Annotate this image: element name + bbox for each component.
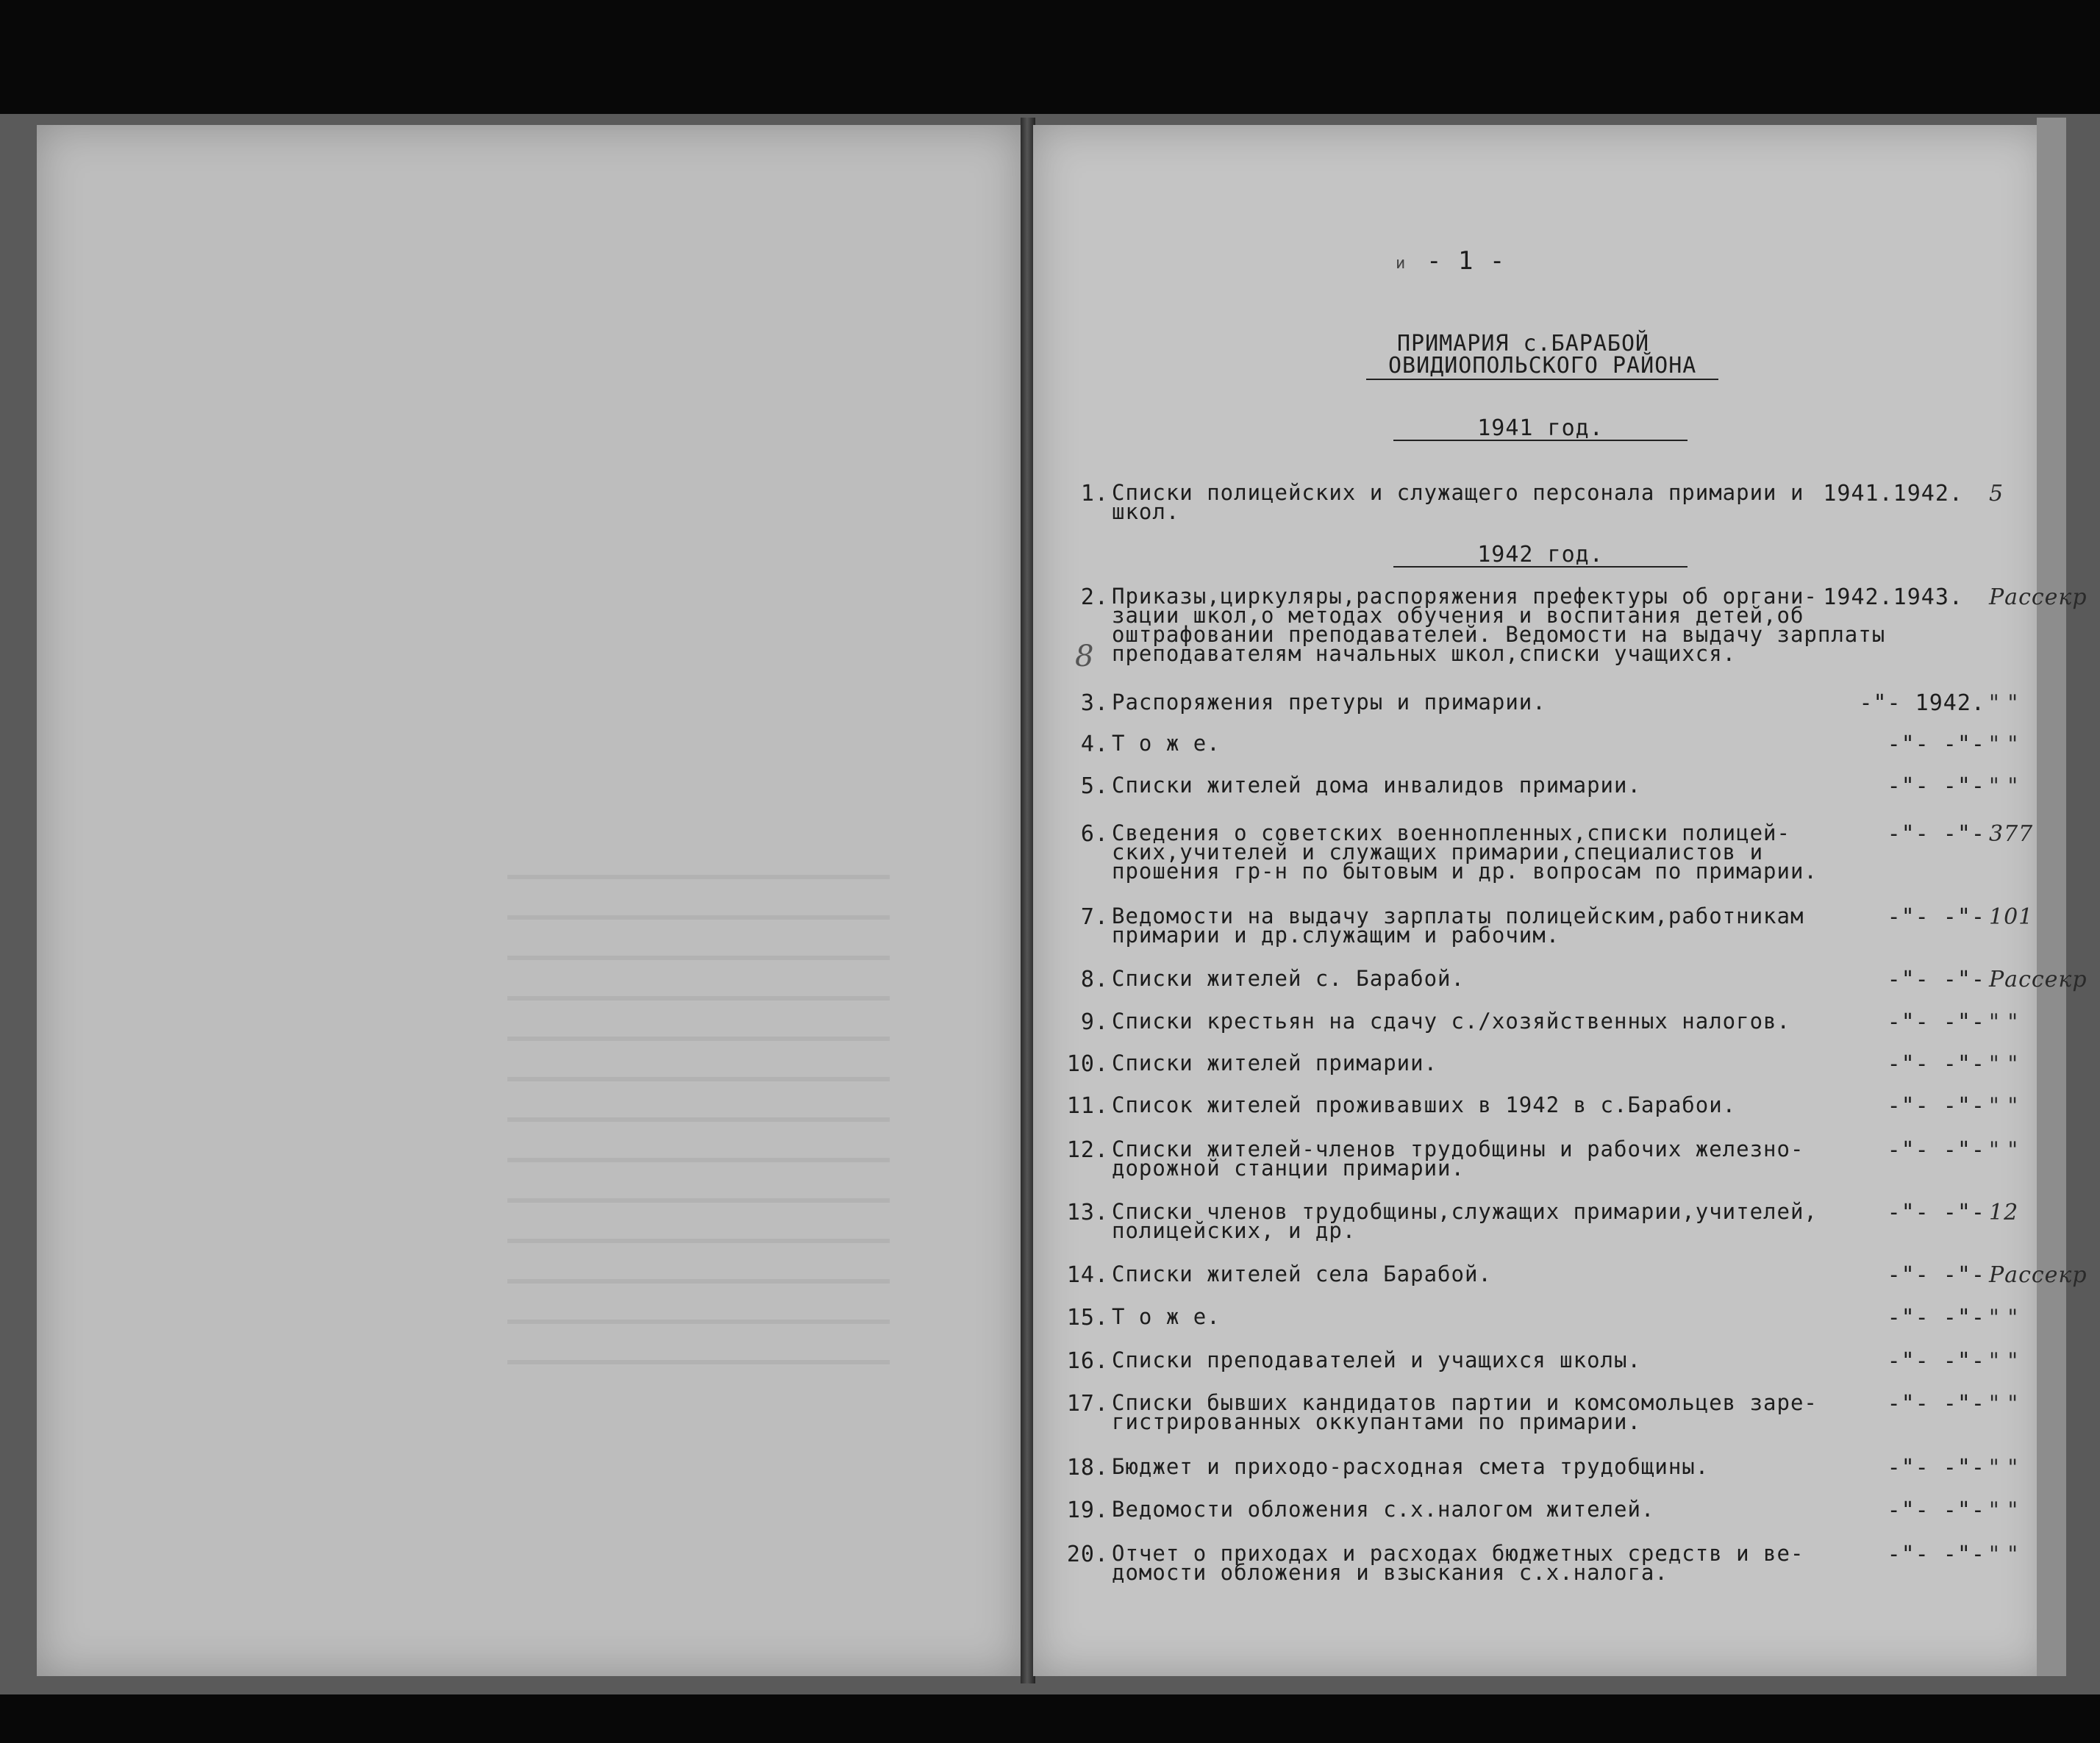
year-heading-1942: 1942 год. bbox=[1393, 544, 1688, 568]
item-description-line: Список жителей проживавших в 1942 в с.Барабои. bbox=[1112, 1092, 1737, 1117]
item-description-line: примарии и др.служащим и рабочим. bbox=[1112, 923, 1560, 948]
item-dates: -"- -"- bbox=[1887, 1305, 1985, 1331]
item-description-line: Сведения о советских военнопленных,списки полицей- bbox=[1112, 820, 1790, 845]
item-number: 15. bbox=[1066, 1305, 1109, 1331]
item-number: 18. bbox=[1066, 1455, 1109, 1481]
item-description bbox=[1112, 480, 1847, 524]
item-dates: -"- -"- bbox=[1887, 1051, 1985, 1077]
item-description-line: Списки жителей дома инвалидов примарии. bbox=[1112, 773, 1641, 798]
item-description-line: Списки полицейских и служащего персонала примарии и bbox=[1112, 480, 1804, 505]
item-dates: -"- -"- bbox=[1887, 1542, 1985, 1567]
item-handwritten-note: " " bbox=[1989, 1305, 2019, 1331]
item-description bbox=[1112, 820, 1847, 884]
item-description-line: зации школ,о методах обучения и воспитания детей,об bbox=[1112, 603, 1804, 628]
item-description bbox=[1112, 1497, 1847, 1522]
item-dates: -"- -"- bbox=[1887, 1262, 1985, 1288]
item-number: 3. bbox=[1080, 690, 1109, 716]
item-handwritten-note: " " bbox=[1989, 1391, 2019, 1417]
item-number: 20. bbox=[1066, 1542, 1109, 1567]
page-number: - 1 - bbox=[1426, 246, 1506, 276]
item-description bbox=[1112, 1261, 1847, 1286]
item-description bbox=[1112, 1053, 1847, 1073]
item-description bbox=[1112, 731, 1847, 756]
item-number: 2. bbox=[1080, 584, 1109, 610]
item-number: 7. bbox=[1080, 904, 1109, 930]
item-description-line: Списки жителей села Барабой. bbox=[1112, 1261, 1492, 1286]
item-description-line: оштрафовании преподавателей. Ведомости на выдачу зарплаты bbox=[1112, 622, 1886, 647]
item-number: 13. bbox=[1066, 1200, 1109, 1225]
item-handwritten-note: " " bbox=[1989, 1093, 2019, 1119]
item-description-line: Т о ж е. bbox=[1112, 1304, 1221, 1329]
item-handwritten-note: " " bbox=[1989, 1051, 2019, 1077]
item-description bbox=[1112, 1009, 1847, 1034]
item-handwritten-note: " " bbox=[1989, 731, 2019, 757]
item-description bbox=[1112, 1137, 1847, 1181]
item-handwritten-note: 101 bbox=[1989, 904, 2034, 930]
item-handwritten-note: " " bbox=[1989, 1497, 2019, 1523]
item-number: 5. bbox=[1080, 773, 1109, 799]
item-number: 1. bbox=[1080, 481, 1109, 507]
item-description bbox=[1112, 584, 1886, 666]
item-description-line: дорожной станции примарии. bbox=[1112, 1156, 1465, 1181]
item-dates: -"- -"- bbox=[1887, 1093, 1985, 1119]
item-description-line: Распоряжения претуры и примарии. bbox=[1112, 690, 1546, 715]
item-number: 11. bbox=[1066, 1093, 1109, 1119]
item-description bbox=[1112, 1454, 1847, 1479]
item-dates: -"- -"- bbox=[1887, 1348, 1985, 1374]
item-dates: -"- -"- bbox=[1887, 1497, 1985, 1523]
year-heading-1941: 1941 год. bbox=[1393, 418, 1688, 441]
item-handwritten-note: " " bbox=[1989, 690, 2019, 716]
item-handwritten-note: Рассекр bbox=[1989, 967, 2088, 992]
item-description-line: Списки жителей с. Барабой. bbox=[1112, 966, 1465, 991]
item-handwritten-note: " " bbox=[1989, 1348, 2019, 1374]
item-description bbox=[1112, 1304, 1847, 1329]
item-dates: -"- -"- bbox=[1887, 1009, 1985, 1035]
item-dates: -"- 1942. bbox=[1859, 690, 1985, 716]
item-description bbox=[1112, 1199, 1847, 1243]
item-description bbox=[1112, 1541, 1847, 1585]
item-dates: -"- -"- bbox=[1887, 773, 1985, 799]
item-dates: -"- -"- bbox=[1887, 1455, 1985, 1481]
folder-cover-edge bbox=[2037, 118, 2066, 1676]
item-description-line: Ведомости на выдачу зарплаты полицейским,работникам bbox=[1112, 903, 1804, 928]
item-dates: 1941.1942. bbox=[1823, 481, 1963, 507]
item-description-line: домости обложения и взыскания с.х.налога. bbox=[1112, 1560, 1668, 1585]
item-number: 10. bbox=[1066, 1051, 1109, 1077]
item-handwritten-note: " " bbox=[1989, 1455, 2019, 1481]
bleed-through-text bbox=[507, 875, 890, 1389]
item-number: 8. bbox=[1080, 967, 1109, 992]
item-description-line: Приказы,циркуляры,распоряжения префектуры об органи- bbox=[1112, 584, 1818, 609]
item-description-line: школ. bbox=[1112, 499, 1180, 524]
item-description bbox=[1112, 1390, 1847, 1434]
item-handwritten-note: Рассекр bbox=[1989, 1262, 2088, 1288]
document-title-line-1: ПРИМАРИЯ с.БАРАБОЙ bbox=[1397, 331, 1650, 357]
item-description-line: Бюджет и приходо-расходная смета трудобщины. bbox=[1112, 1454, 1710, 1479]
item-handwritten-note: Рассекр bbox=[1989, 584, 2088, 610]
item-handwritten-note: 377 bbox=[1989, 821, 2034, 847]
item-handwritten-note: " " bbox=[1989, 1137, 2019, 1163]
item-number: 6. bbox=[1080, 821, 1109, 847]
item-number: 12. bbox=[1066, 1137, 1109, 1163]
item-dates: 1942.1943. bbox=[1823, 584, 1963, 610]
item-number: 19. bbox=[1066, 1497, 1109, 1523]
item-description-line: Ведомости обложения с.х.налогом жителей. bbox=[1112, 1497, 1655, 1522]
item-number: 4. bbox=[1080, 731, 1109, 757]
item-description-line: Списки жителей примарии. bbox=[1112, 1051, 1438, 1075]
margin-pencil-note: 8 bbox=[1075, 640, 1094, 673]
item-number: 17. bbox=[1066, 1391, 1109, 1417]
item-description-line: Т о ж е. bbox=[1112, 731, 1221, 756]
item-description-line: Списки членов трудобщины,служащих примарии,учителей, bbox=[1112, 1199, 1818, 1224]
item-dates: -"- -"- bbox=[1887, 1391, 1985, 1417]
item-dates: -"- -"- bbox=[1887, 731, 1985, 757]
item-description-line: Отчет о приходах и расходах бюджетных средств и ве- bbox=[1112, 1541, 1804, 1566]
item-dates: -"- -"- bbox=[1887, 821, 1985, 847]
item-number: 16. bbox=[1066, 1348, 1109, 1374]
item-dates: -"- -"- bbox=[1887, 1200, 1985, 1225]
left-page-blank bbox=[37, 125, 1022, 1676]
item-dates: -"- -"- bbox=[1887, 1137, 1985, 1163]
item-description bbox=[1112, 1347, 1847, 1372]
document-title-line-2: ОВИДИОПОЛЬСКОГО РАЙОНА bbox=[1366, 355, 1718, 380]
item-dates: -"- -"- bbox=[1887, 967, 1985, 992]
item-handwritten-note: 12 bbox=[1989, 1200, 2019, 1225]
item-number: 9. bbox=[1080, 1009, 1109, 1035]
item-description-line: Списки бывших кандидатов партии и комсомольцев заре- bbox=[1112, 1390, 1818, 1415]
item-handwritten-note: " " bbox=[1989, 1009, 2019, 1035]
item-number: 14. bbox=[1066, 1262, 1109, 1288]
item-dates: -"- -"- bbox=[1887, 904, 1985, 930]
item-description bbox=[1112, 966, 1847, 991]
page-number-mark: и bbox=[1396, 254, 1407, 273]
item-description-line: преподавателям начальных школ,списки учащихся. bbox=[1112, 641, 1737, 666]
item-description-line: полицейских, и др. bbox=[1112, 1218, 1357, 1243]
item-description-line: ских,учителей и служащих примарии,специалистов и bbox=[1112, 840, 1764, 865]
item-handwritten-note: 5 bbox=[1989, 481, 2004, 507]
item-description-line: Списки крестьян на сдачу с./хозяйственных налогов. bbox=[1112, 1009, 1790, 1034]
item-description bbox=[1112, 773, 1847, 798]
item-description bbox=[1112, 690, 1847, 715]
item-description-line: прошения гр-н по бытовым и др. вопросам по примарии. bbox=[1112, 859, 1818, 884]
item-description-line: Списки жителей-членов трудобщины и рабочих железно- bbox=[1112, 1137, 1804, 1162]
item-description-line: гистрированных оккупантами по примарии. bbox=[1112, 1409, 1641, 1434]
item-description-line: Списки преподавателей и учащихся школы. bbox=[1112, 1347, 1641, 1372]
item-description bbox=[1112, 1092, 1847, 1117]
item-description bbox=[1112, 903, 1847, 948]
item-handwritten-note: " " bbox=[1989, 1542, 2019, 1567]
item-handwritten-note: " " bbox=[1989, 773, 2019, 799]
